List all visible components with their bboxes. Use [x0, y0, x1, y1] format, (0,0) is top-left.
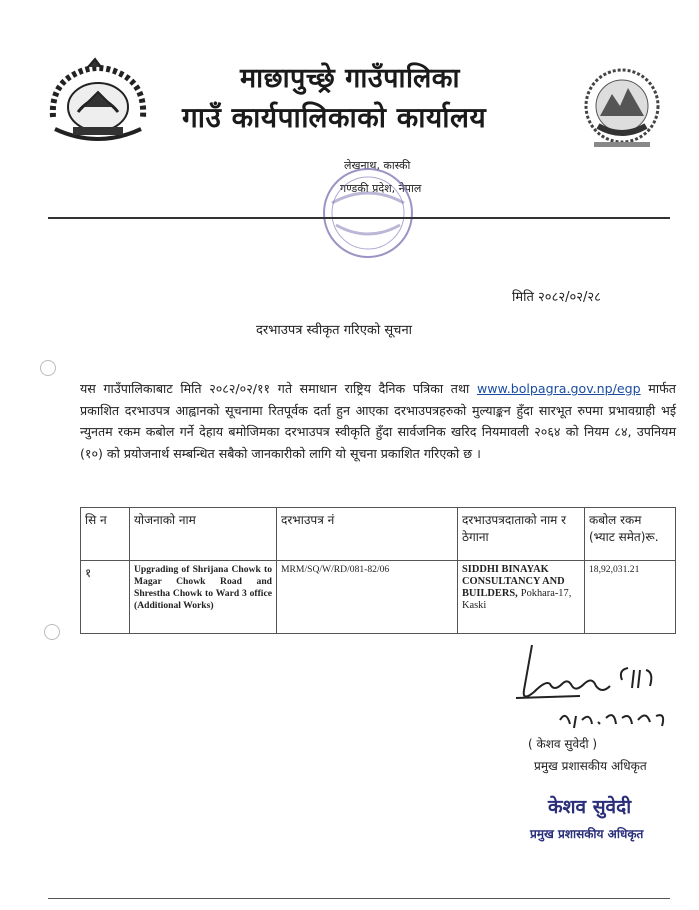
cell-bid-no: MRM/SQ/W/RD/081-82/06 [277, 561, 458, 634]
footer-divider [48, 898, 670, 899]
approved-bids-table [80, 507, 676, 634]
col-header-bidder: दरभाउपत्रदाताको नाम र ठेगाना [458, 508, 585, 561]
municipality-title: माछापुच्छ्रे गाउँपालिका [240, 63, 461, 94]
municipality-logo-icon [582, 66, 662, 154]
cell-project: Upgrading of Shrijana Chowk to Magar Chowk Road and Shrestha Chowk to Ward 3 office (Additional Works) [130, 561, 277, 634]
notice-date: मिति २०८२/०२/२८ [512, 290, 601, 305]
designation-stamp: प्रमुख प्रशासकीय अधिकृत [530, 827, 644, 841]
notice-subject: दरभाउपत्र स्वीकृत गरिएको सूचना [256, 323, 413, 338]
office-title: गाउँ कार्यपालिकाको कार्यालय [182, 101, 487, 134]
punch-hole [40, 360, 56, 376]
bolpatra-link[interactable]: www.bolpagra.gov.np/egp [476, 381, 641, 396]
bidder-address: Pokhara-17, Kaski [462, 588, 572, 611]
nepal-emblem-icon [43, 57, 153, 151]
body-text-1: यस गाउँपालिकाबाट मिति २०८२/०२/११ गते समाधान राष्ट्रिय दैनिक पत्रिका तथा [80, 381, 470, 396]
bidder-name: SIDDHI BINAYAK CONSULTANCY AND BUILDERS, [462, 564, 565, 599]
col-header-project: योजनाको नाम [130, 508, 277, 561]
officer-designation: प्रमुख प्रशासकीय अधिकृत [534, 759, 647, 773]
address-line-1: लेखनाथ, कास्की [344, 159, 411, 172]
handwritten-signature [510, 640, 690, 739]
name-stamp: केशव सुवेदी [548, 796, 632, 818]
officer-name: ( केशव सुवेदी ) [528, 737, 598, 751]
cell-bidder [458, 561, 585, 634]
punch-hole [44, 624, 60, 640]
address-line-2: गण्डकी प्रदेश, नेपाल [340, 182, 422, 195]
col-header-bid-no: दरभाउपत्र नं [277, 508, 458, 561]
col-header-amount: कबोल रकम (भ्याट समेत)रू. [585, 508, 676, 561]
cell-sn: १ [81, 561, 130, 634]
notice-body [80, 378, 676, 464]
header-divider [48, 217, 670, 219]
office-seal-stamp [318, 163, 418, 267]
body-text-2: मार्फत प्रकाशित दरभाउपत्र आह्वानको सूचनामा रितपूर्वक दर्ता हुन आएका दरभाउपत्रहरुको मुल्याङ्कन हुँदा सारभूत रुपमा प्रभावग्राही भई न्युनतम रकम कबोल गर्ने देहाय बमोजिमका दरभाउपत्र स्वीकृति हुँदा सार्वजनिक खरिद नियमावली २०६४ को नियम ८४, उपनियम (१०) को प्रयोजनार्थ सम्बन्धित सबैको जानकारीको लागि यो सूचना प्रकाशित गरिएको छ । [80, 381, 676, 461]
table-row [81, 561, 676, 634]
table-header-row [81, 508, 676, 561]
cell-amount: 18,92,031.21 [585, 561, 676, 634]
col-header-sn: सि न [81, 508, 130, 561]
